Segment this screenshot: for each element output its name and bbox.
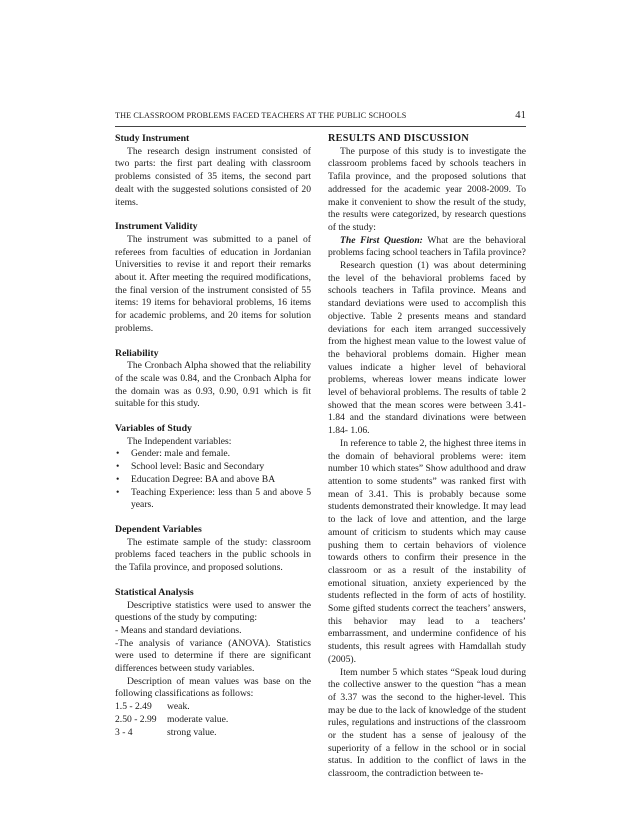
running-head: [115, 111, 526, 125]
results-paragraph-1: The purpose of this study is to investigate the classroom problems faced by schools teachers in Tafila province, and the proposed solutions that addressed for the academic year 2008-2009. To make it convenient to show the result of the study, the results were categorized, by research questions of the study:: [328, 145, 526, 233]
first-question-paragraph: [328, 235, 526, 260]
statistical-line-2: -The analysis of variance (ANOVA). Statistics were used to determine if there are significant differences between study variables.: [115, 637, 311, 675]
reliability-text: The Cronbach Alpha showed that the reliability of the scale was 0.84, and the Cronbach Alpha for the domain was as 0.93, 0.90, 0.91 which is fit suitable for this study.: [115, 360, 311, 410]
scale-row: [115, 727, 311, 740]
statistical-heading: Statistical Analysis: [115, 586, 194, 598]
reliability-heading: Reliability: [115, 347, 159, 359]
dependent-text: The estimate sample of the study: classroom problems faced teachers in the public schools in the Tafila province, and proposed solutions.: [115, 536, 311, 574]
statistical-line-3: Description of mean values was base on the following classifications as follows:: [115, 675, 311, 700]
right-column: [328, 133, 526, 781]
page-number: 41: [515, 110, 526, 121]
instrument-validity-text: The instrument was submitted to a panel of referees from faculties of education in Jordanian Universities to revise it and report their remarks about it. After meeting the required modifications, the final version of the instrument consisted of 55 items: 19 items for behavioral problems, 16 items for academic problems, and 20 items for solution problems.: [115, 233, 311, 334]
study-instrument-heading: Study Instrument: [115, 133, 190, 144]
scale-label: moderate value.: [167, 713, 229, 725]
scale-row: [115, 701, 311, 714]
scale-range: 2.50 - 2.99: [115, 713, 157, 725]
header-rule: [115, 126, 526, 127]
scale-row: [115, 714, 311, 727]
first-question-text: What are the behavioral problems facing school teachers in Tafila province?: [328, 234, 526, 259]
running-title: THE CLASSROOM PROBLEMS FACED TEACHERS AT THE PUBLIC SCHOOLS: [115, 111, 407, 120]
dependent-heading: Dependent Variables: [115, 523, 202, 535]
scale-range: 3 - 4: [115, 726, 133, 738]
list-item: • Gender: male and female.: [115, 448, 311, 461]
list-item: • Teaching Experience: less than 5 and above 5 years.: [115, 487, 311, 512]
left-column: [115, 133, 311, 739]
instrument-validity-heading: Instrument Validity: [115, 221, 198, 233]
study-instrument-text: The research design instrument consisted of two parts: the first part dealing with classroom problems consisted of 35 items, the second part dealt with the suggested solutions consisted of 20 items.: [115, 145, 311, 208]
list-item: • School level: Basic and Secondary: [115, 461, 311, 474]
variables-heading: Variables of Study: [115, 423, 192, 435]
results-paragraph-3: In reference to table 2, the highest three items in the domain of behavioral problems were: item number 10 which states” Show adulthood and draw attention to some students” was ranked first with mean of 3.41. This is probably because some students demonstrated their knowledge. It may lead to the lack of love and attention, and the large amount of criticism to students which may cause pushing them to certain behaviors of violence towards others to confirm their presence in the classroom or as a result of the instability of emotional situation, anxiety experienced by the students reflected in the form of acts of hostility. Some gifted students correct the teachers’ answers, this behavior may lead to a teachers’ embarrassment, and undermine confidence of his students, this result agrees with Hamdallah study (2005).: [328, 437, 526, 665]
results-heading: RESULTS AND DISCUSSION: [328, 133, 469, 144]
statistical-line-1: - Means and standard deviations.: [115, 624, 242, 636]
scale-range: 1.5 - 2.49: [115, 701, 152, 713]
statistical-intro: Descriptive statistics were used to answer the questions of the study by computing:: [115, 599, 311, 624]
list-item: • Education Degree: BA and above BA: [115, 474, 311, 487]
scale-label: weak.: [167, 701, 190, 713]
variables-intro: The Independent variables:: [127, 435, 232, 447]
results-paragraph-4: Item number 5 which states “Speak loud during the collective answer to the question “has a mean of 3.37 was the second to the higher-level. This may be due to the lack of knowledge of the student rules, regulations and instructions of the classroom or the student has a sense of jealousy of the superiority of a fellow in the school or in social status. In addition to the conflict of laws in the classroom, the contradiction between te-: [328, 666, 526, 780]
results-paragraph-2: Research question (1) was about determining the level of the behavioral problems faced by schools teachers in Tafila province. Means and standard deviations were used to accomplish this objective. Table 2 presents means and standard deviations for each item arranged successively from the highest mean value to the lowest value of the behavioral problems domain. Higher mean values indicate a higher level of behavioral problems, whereas lower means indicate lower level of behavioral problems. The results of table 2 showed that the mean scores were between 3.41-1.84 and the standard divinations were between 1.84- 1.06.: [328, 260, 526, 437]
first-question-label: The First Question:: [340, 234, 423, 246]
scale-label: strong value.: [167, 726, 217, 738]
